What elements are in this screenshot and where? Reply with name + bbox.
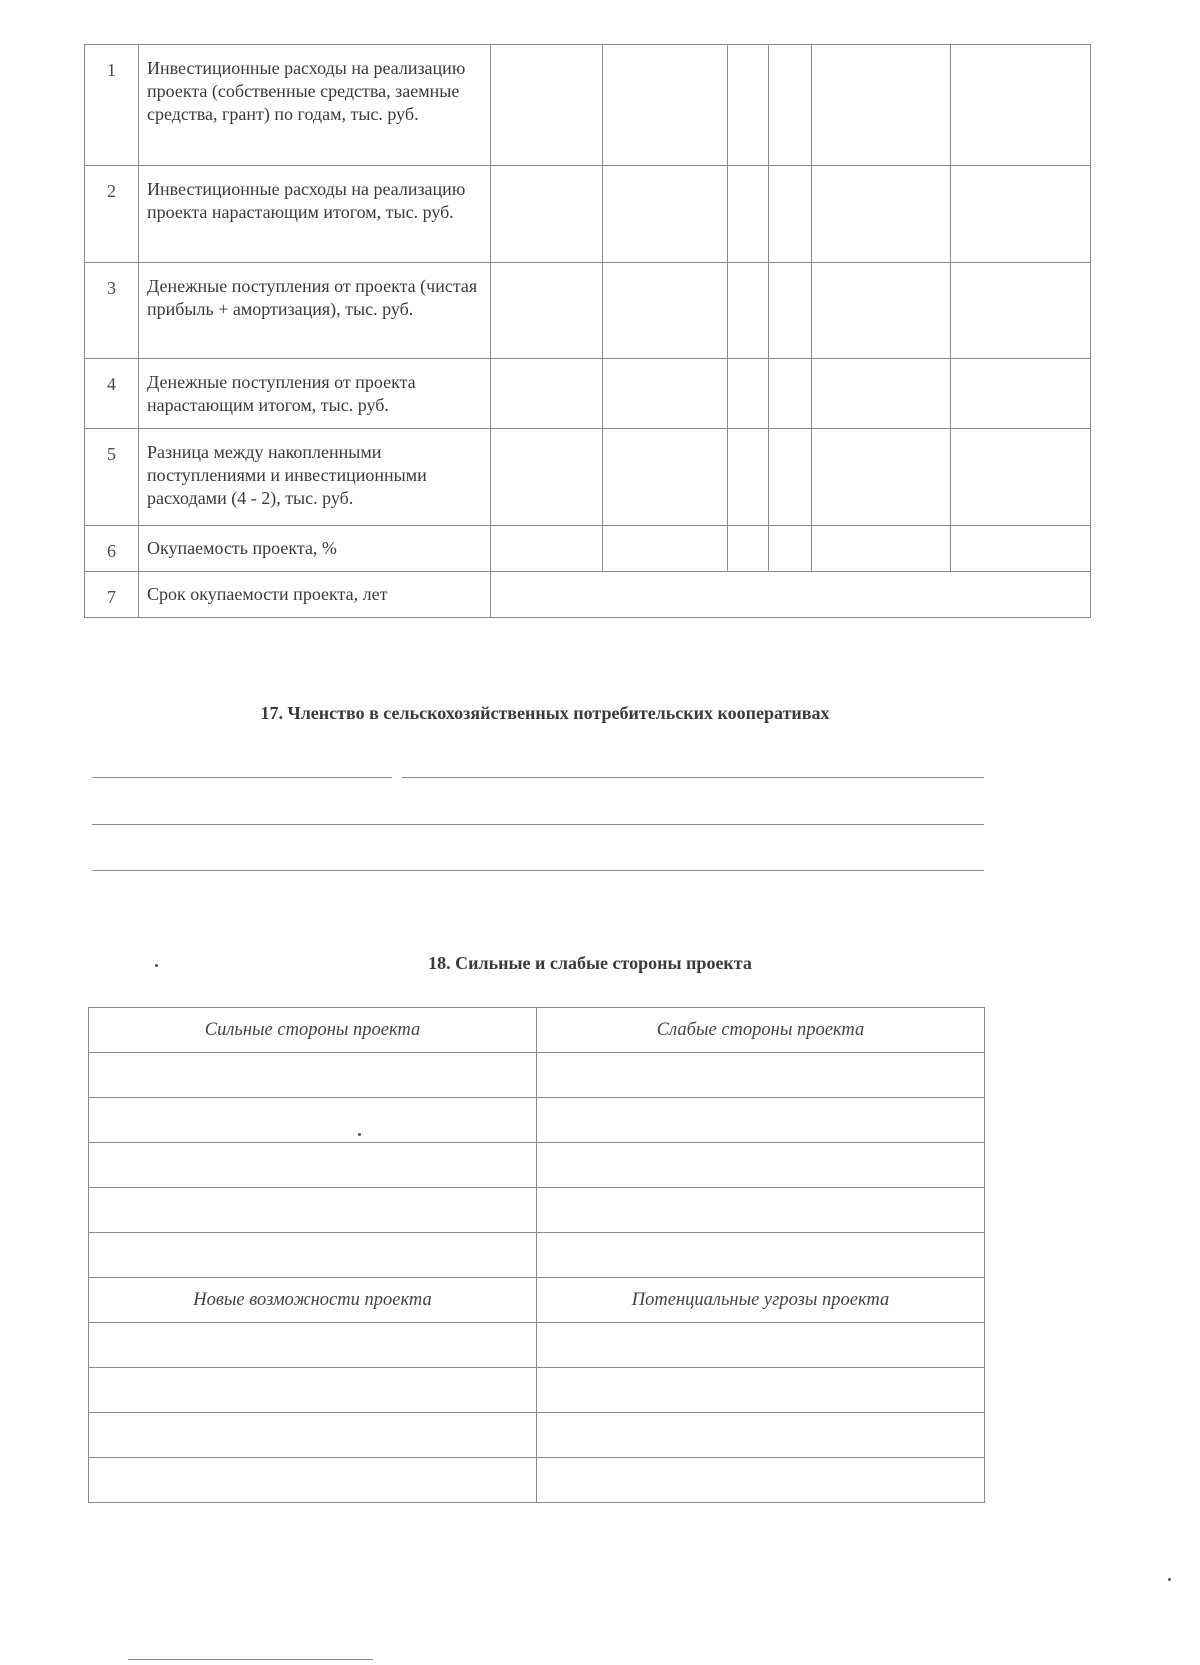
value-cell[interactable] (728, 526, 769, 572)
row-number: 1 (85, 45, 139, 166)
table-row (89, 1323, 985, 1368)
row-label: Денежные поступления от проекта (чистая прибыль + амортизация), тыс. руб. (139, 263, 491, 359)
value-cell[interactable] (603, 166, 728, 263)
value-cell[interactable] (812, 429, 951, 526)
table-row (85, 263, 1091, 359)
fill-line[interactable] (92, 824, 984, 825)
value-cell[interactable] (951, 263, 1091, 359)
value-cell[interactable] (951, 429, 1091, 526)
value-cell[interactable] (491, 526, 603, 572)
table-row (89, 1053, 985, 1098)
value-cell[interactable] (603, 429, 728, 526)
strengths-header: Сильные стороны проекта (89, 1008, 537, 1053)
value-cell[interactable] (491, 263, 603, 359)
value-cell[interactable] (769, 526, 812, 572)
strength-cell[interactable] (89, 1053, 537, 1098)
opportunities-header: Новые возможности проекта (89, 1278, 537, 1323)
table-row (85, 429, 1091, 526)
weakness-cell[interactable] (537, 1188, 985, 1233)
row-number: 5 (85, 429, 139, 526)
payback-period-cell[interactable] (491, 572, 1091, 618)
row-number: 4 (85, 359, 139, 429)
row-label: Окупаемость проекта, % (139, 526, 491, 572)
value-cell[interactable] (951, 526, 1091, 572)
value-cell[interactable] (812, 526, 951, 572)
opportunity-cell[interactable] (89, 1323, 537, 1368)
investment-table (84, 44, 1091, 618)
value-cell[interactable] (603, 45, 728, 166)
value-cell[interactable] (769, 359, 812, 429)
row-number: 7 (85, 572, 139, 618)
table-row (89, 1458, 985, 1503)
value-cell[interactable] (491, 429, 603, 526)
weaknesses-header: Слабые стороны проекта (537, 1008, 985, 1053)
weakness-cell[interactable] (537, 1098, 985, 1143)
strength-cell[interactable] (89, 1233, 537, 1278)
table-row (89, 1368, 985, 1413)
fill-line[interactable] (92, 777, 392, 778)
table-row (85, 45, 1091, 166)
table-row (85, 572, 1091, 618)
fill-line[interactable] (92, 870, 984, 871)
scan-dot (1168, 1578, 1171, 1581)
value-cell[interactable] (603, 359, 728, 429)
row-number: 6 (85, 526, 139, 572)
table-row (89, 1413, 985, 1458)
signature-line (128, 1659, 373, 1660)
table-row (89, 1098, 985, 1143)
weakness-cell[interactable] (537, 1143, 985, 1188)
row-label: Разница между накопленными поступлениями и инвестиционными расходами (4 - 2), тыс. руб. (139, 429, 491, 526)
table-row (85, 166, 1091, 263)
weakness-cell[interactable] (537, 1053, 985, 1098)
value-cell[interactable] (491, 166, 603, 263)
swot-table (88, 1007, 985, 1503)
value-cell[interactable] (951, 166, 1091, 263)
row-label: Срок окупаемости проекта, лет (139, 572, 491, 618)
weakness-cell[interactable] (537, 1233, 985, 1278)
row-number: 2 (85, 166, 139, 263)
opportunity-cell[interactable] (89, 1368, 537, 1413)
value-cell[interactable] (491, 359, 603, 429)
row-label: Инвестиционные расходы на реализацию проекта (собственные средства, заемные средства, грант) по годам, тыс. руб. (139, 45, 491, 166)
opportunity-cell[interactable] (89, 1458, 537, 1503)
section-18-title: 18. Сильные и слабые стороны проекта (428, 953, 752, 973)
section-17-title: 17. Членство в сельскохозяйственных потребительских кооперативах (260, 703, 830, 723)
threat-cell[interactable] (537, 1458, 985, 1503)
value-cell[interactable] (728, 263, 769, 359)
scan-dot (155, 964, 158, 967)
strength-cell[interactable] (89, 1098, 537, 1143)
threat-cell[interactable] (537, 1413, 985, 1458)
value-cell[interactable] (603, 526, 728, 572)
value-cell[interactable] (728, 359, 769, 429)
table-row (85, 526, 1091, 572)
value-cell[interactable] (769, 45, 812, 166)
value-cell[interactable] (769, 263, 812, 359)
value-cell[interactable] (728, 429, 769, 526)
row-label: Инвестиционные расходы на реализацию проекта нарастающим итогом, тыс. руб. (139, 166, 491, 263)
strength-cell[interactable] (89, 1143, 537, 1188)
value-cell[interactable] (951, 45, 1091, 166)
value-cell[interactable] (951, 359, 1091, 429)
value-cell[interactable] (812, 166, 951, 263)
value-cell[interactable] (728, 166, 769, 263)
value-cell[interactable] (769, 429, 812, 526)
scan-dot (358, 1133, 361, 1136)
table-row (89, 1008, 985, 1053)
strength-cell[interactable] (89, 1188, 537, 1233)
threats-header: Потенциальные угрозы проекта (537, 1278, 985, 1323)
table-row (85, 359, 1091, 429)
value-cell[interactable] (812, 359, 951, 429)
table-row (89, 1278, 985, 1323)
value-cell[interactable] (491, 45, 603, 166)
threat-cell[interactable] (537, 1368, 985, 1413)
value-cell[interactable] (728, 45, 769, 166)
value-cell[interactable] (769, 166, 812, 263)
table-row (89, 1143, 985, 1188)
table-row (89, 1188, 985, 1233)
threat-cell[interactable] (537, 1323, 985, 1368)
value-cell[interactable] (812, 263, 951, 359)
table-row (89, 1233, 985, 1278)
fill-line[interactable] (402, 777, 984, 778)
row-number: 3 (85, 263, 139, 359)
opportunity-cell[interactable] (89, 1413, 537, 1458)
value-cell[interactable] (603, 263, 728, 359)
row-label: Денежные поступления от проекта нарастающим итогом, тыс. руб. (139, 359, 491, 429)
value-cell[interactable] (812, 45, 951, 166)
